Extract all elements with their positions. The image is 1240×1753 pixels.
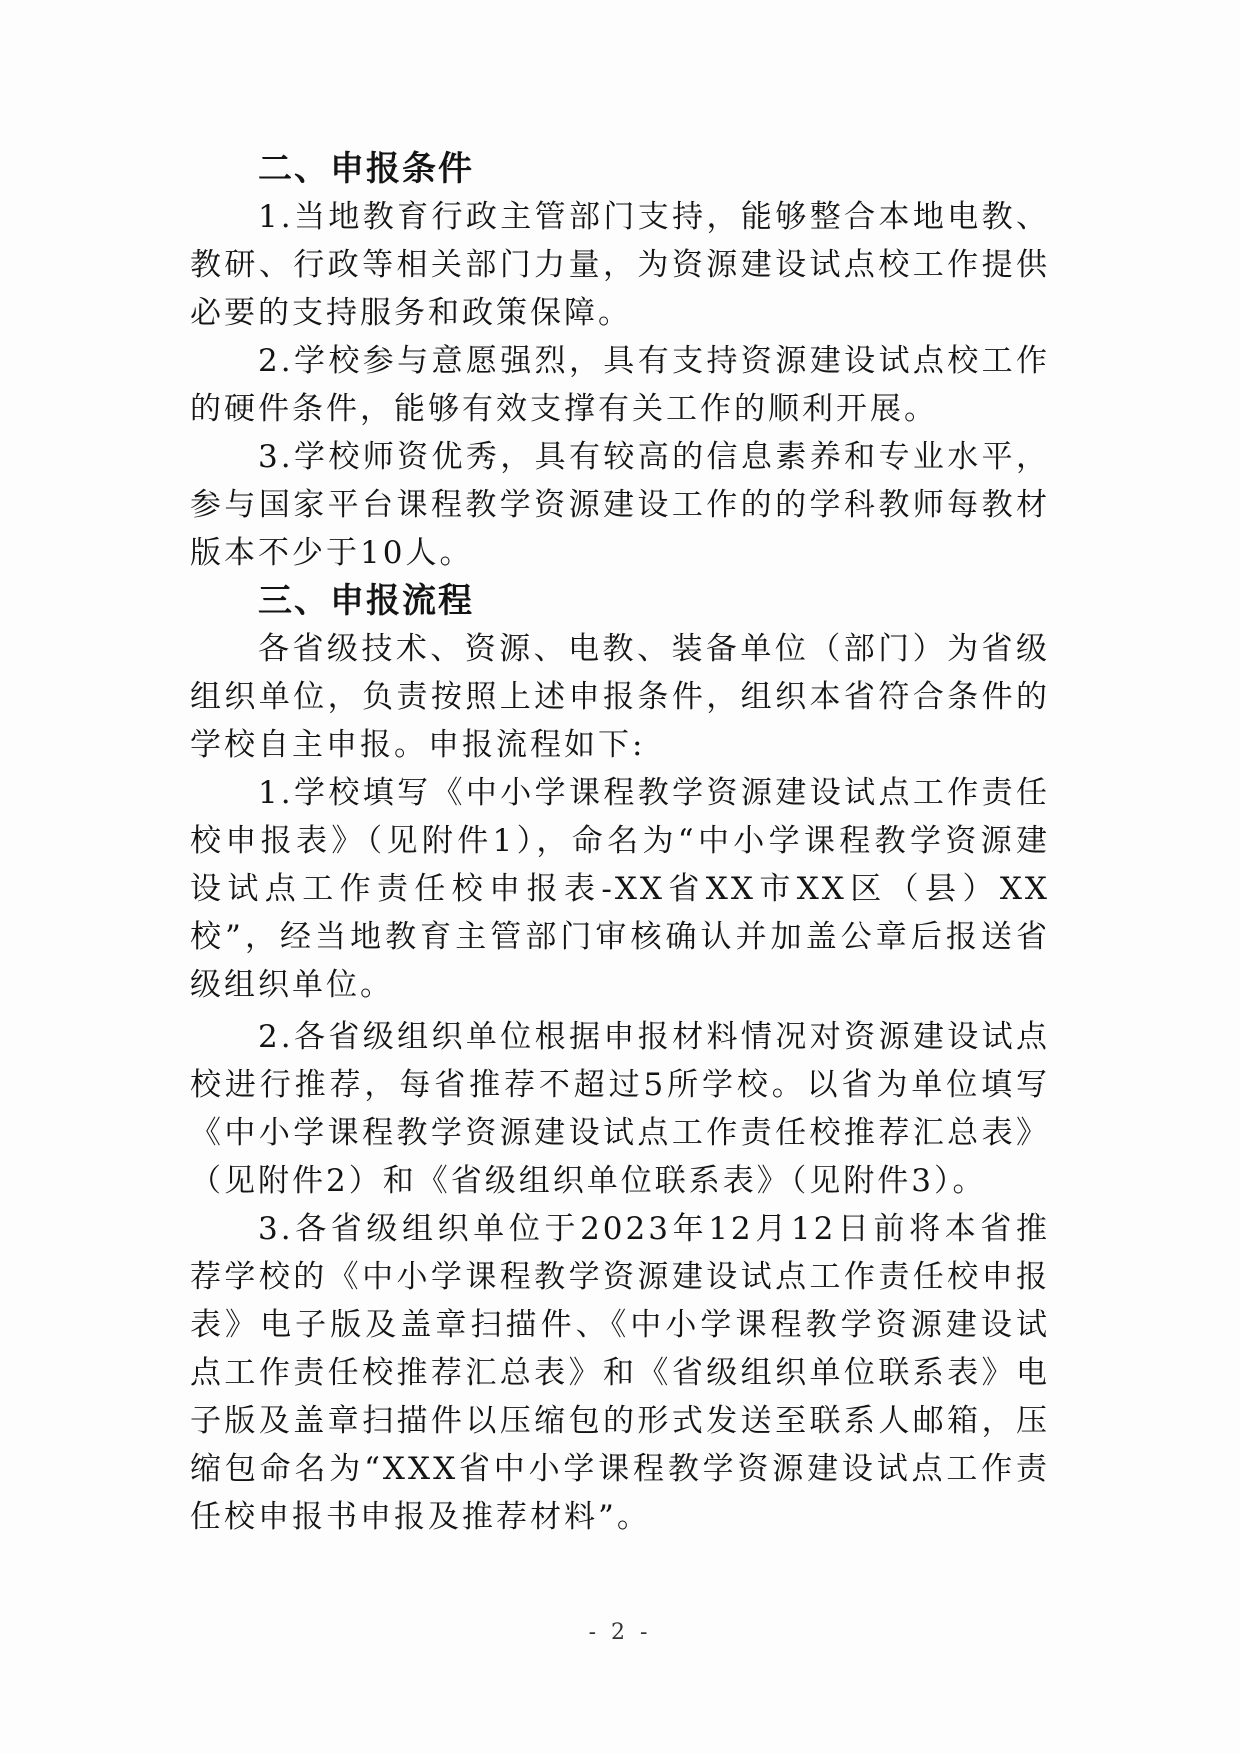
- process-paragraph-1: 1.学校填写《中小学课程教学资源建设试点工作责任校申报表》（见附件1），命名为“中小学课程教学资源建设试点工作责任校申报表-XX省XX市XX区（县）XX校”，经当地教育主管部门审核确认并加盖公章后报送省级组织单位。: [190, 775, 1050, 1003]
- condition-paragraph-1: 1.当地教育行政主管部门支持，能够整合本地电教、教研、行政等相关部门力量，为资源建设试点校工作提供必要的支持服务和政策保障。: [190, 199, 1050, 331]
- section-heading-application-conditions: 二、申报条件: [258, 149, 474, 189]
- process-paragraph-3: 3.各省级组织单位于2023年12月12日前将本省推荐学校的《中小学课程教学资源建设试点工作责任校申报表》电子版及盖章扫描件、《中小学课程教学资源建设试点工作责任校推荐汇总表》和《省级组织单位联系表》电子版及盖章扫描件以压缩包的形式发送至联系人邮箱，压缩包命名为“XXX省中小学课程教学资源建设试点工作责任校申报书申报及推荐材料”。: [190, 1211, 1050, 1535]
- page-number: - 2 -: [588, 1620, 652, 1645]
- document-body: [190, 145, 1050, 1541]
- condition-paragraph-3: 3.学校师资优秀，具有较高的信息素养和专业水平，参与国家平台课程教学资源建设工作的的学科教师每教材版本不少于10人。: [190, 439, 1050, 571]
- process-intro-paragraph: 各省级技术、资源、电教、装备单位（部门）为省级组织单位，负责按照上述申报条件，组织本省符合条件的学校自主申报。申报流程如下:: [190, 631, 1050, 763]
- section-heading-application-process: 三、申报流程: [258, 581, 474, 621]
- condition-paragraph-2: 2.学校参与意愿强烈，具有支持资源建设试点校工作的硬件条件，能够有效支撑有关工作的顺利开展。: [190, 343, 1050, 427]
- process-paragraph-2: 2.各省级组织单位根据申报材料情况对资源建设试点校进行推荐，每省推荐不超过5所学校。以省为单位填写《中小学课程教学资源建设试点工作责任校推荐汇总表》（见附件2）和《省级组织单位联系表》（见附件3）。: [190, 1019, 1050, 1199]
